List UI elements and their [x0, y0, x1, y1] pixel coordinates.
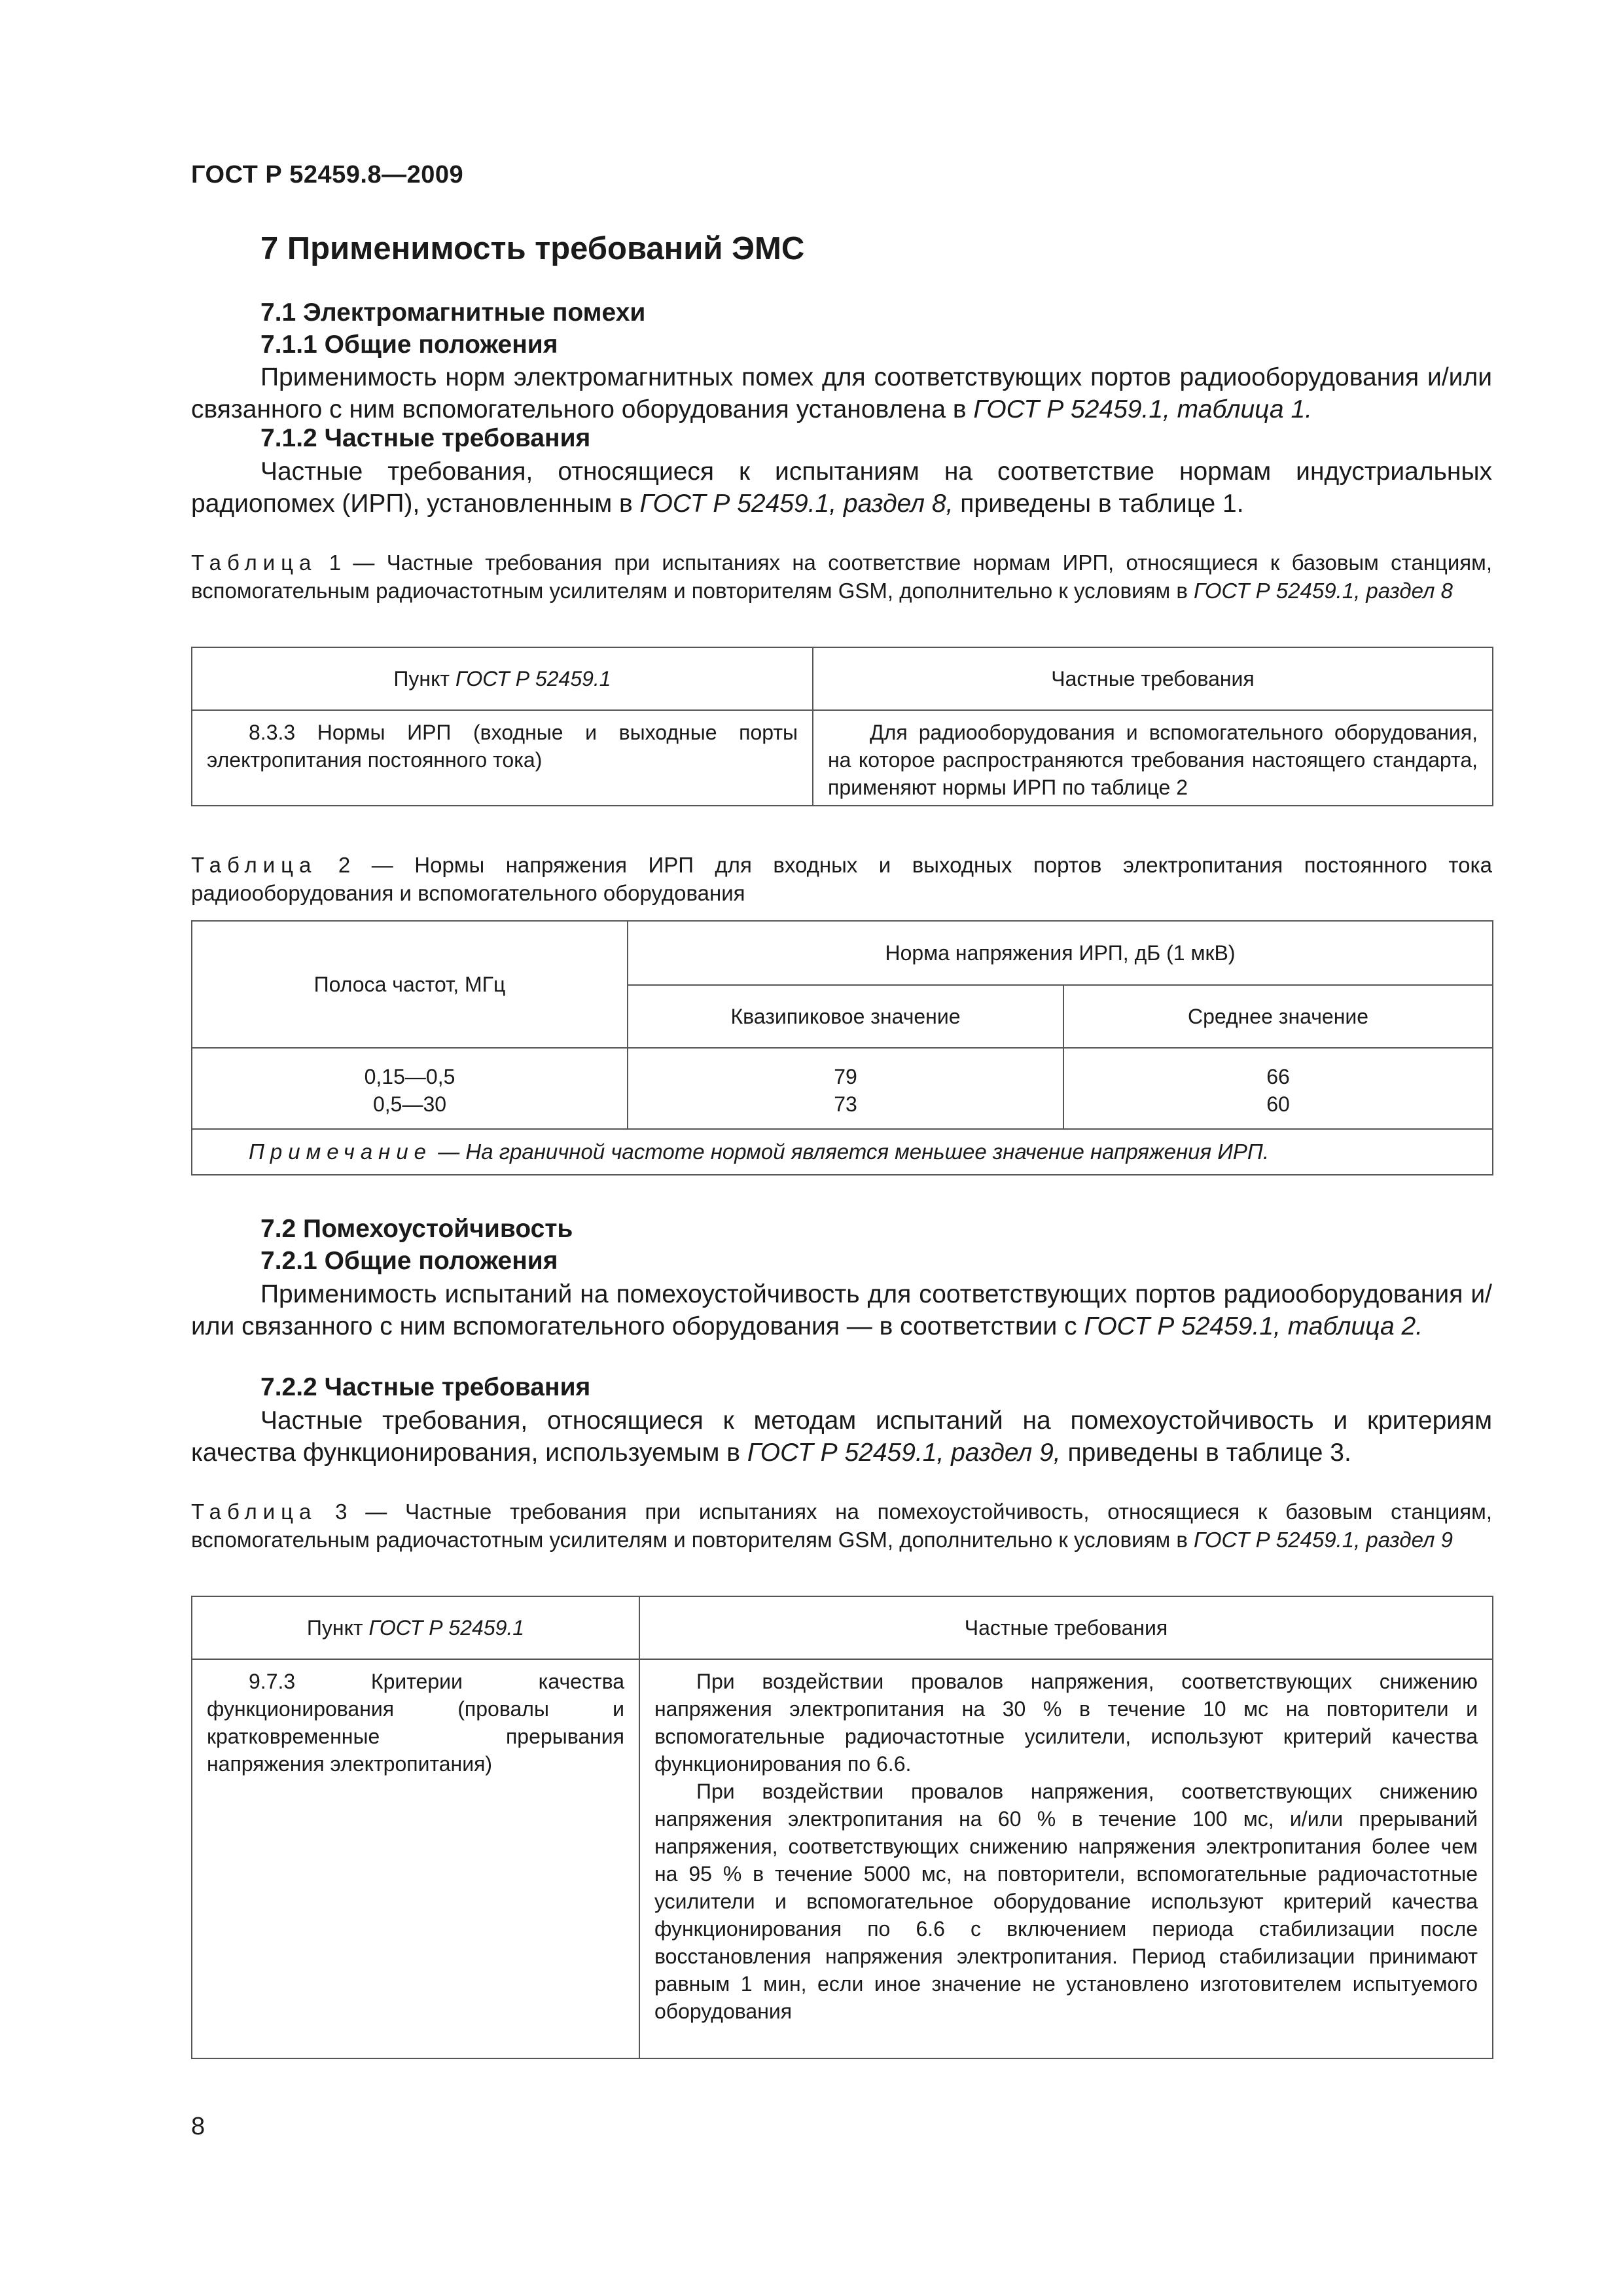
table2-cell-bands [192, 1048, 628, 1129]
table1-header-clause: Пункт ГОСТ Р 52459.1 [192, 647, 813, 710]
table2-header-average: Среднее значение [1063, 985, 1493, 1048]
table2-avg-value: 66 [1266, 1065, 1290, 1088]
table2-cell-average [1063, 1048, 1493, 1129]
table2-qp-value: 79 [834, 1065, 857, 1088]
table2-band: 0,15—0,5 [364, 1065, 455, 1088]
table3-caption: Таблица 3 — Частные требования при испытаниях на помехоустойчивость, относящиеся к базовым станциям, вспомогательным радиочастотным усилителям и повторителям GSM, дополнительно к условиям в ГОСТ Р 52459.1, раздел 9 [191, 1499, 1492, 1552]
clause-7-1-1-title: 7.1.1 Общие положения [260, 331, 558, 359]
clause-7-2-2-text: Частные требования, относящиеся к методам испытаний на помехоустойчивость и критериям качества функционирования, используемым в ГОСТ Р 52459.1, раздел 9, приведены в таблице 3. [191, 1407, 1492, 1467]
table3-header-clause: Пункт ГОСТ Р 52459.1 [192, 1596, 639, 1659]
table2-cell-quasi-peak [628, 1048, 1063, 1129]
clause-7-2-1-title: 7.2.1 Общие положения [260, 1247, 558, 1275]
table2-header-quasi-peak: Квазипиковое значение [628, 985, 1063, 1048]
table1-caption: Таблица 1 — Частные требования при испытаниях на соответствие нормам ИРП, относящиеся к базовым станциям, вспомогательным радиочастотным усилителям и повторителям GSM, дополнительно к условиям в ГОСТ Р 52459.1, раздел 8 [191, 550, 1492, 603]
table-1 [191, 647, 1493, 806]
reference: ГОСТ Р 52459.1, таблица 1. [973, 395, 1312, 423]
table2-avg-value: 60 [1266, 1092, 1290, 1116]
clause-7-1-1-text: Применимость норм электромагнитных помех для соответствующих портов радиооборудования и/или связанного с ним вспомогательного оборудования установлена в ГОСТ Р 52459.1, таблица 1. [191, 363, 1492, 423]
table2-band: 0,5—30 [372, 1092, 447, 1116]
clause-7-2-1-text: Применимость испытаний на помехоустойчивость для соответствующих портов радиооборудования и/или связанного с ним вспомогательного оборудования — в соответствии с ГОСТ Р 52459.1, таблица 2. [191, 1280, 1492, 1340]
section-title: 7 Применимость требований ЭМС [260, 231, 805, 266]
document-id: ГОСТ Р 52459.8—2009 [191, 161, 464, 188]
clause-7-2-2-title: 7.2.2 Частные требования [260, 1373, 591, 1401]
page-number: 8 [191, 2113, 205, 2140]
clause-7-1-2-text: Частные требования, относящиеся к испытаниям на соответствие нормам индустриальных радиопомех (ИРП), установленным в ГОСТ Р 52459.1, раздел 8, приведены в таблице 1. [191, 457, 1492, 518]
clause-7-1-2-title: 7.1.2 Частные требования [260, 424, 591, 452]
subsection-7-1-title: 7.1 Электромагнитные помехи [260, 298, 646, 327]
table3-cell-clause: 9.7.3 Критерии качества функционирования (провалы и кратковременные прерывания напряжения электропитания) [192, 1659, 639, 2058]
table1-header-requirements: Частные требования [813, 647, 1493, 710]
table2-note: Примечание — На граничной частоте нормой является меньшее значение напряжения ИРП. [192, 1129, 1493, 1175]
table1-cell-requirement: Для радиооборудования и вспомогательного оборудования, на которое распространяются требования настоящего стандарта, применяют нормы ИРП по таблице 2 [813, 710, 1493, 806]
table2-qp-value: 73 [834, 1092, 857, 1116]
table2-header-norm: Норма напряжения ИРП, дБ (1 мкВ) [628, 921, 1493, 985]
reference: ГОСТ Р 52459.1, раздел 9, [747, 1439, 1061, 1467]
table3-requirement-paragraph: При воздействии провалов напряжения, соответствующих снижению напряжения электропитания на 30 % в течение 10 мс на повторители и вспомогательные радиочастотные усилители, используют критерий качества функционирования по 6.6. [654, 1670, 1478, 1776]
reference: ГОСТ Р 52459.1, раздел 8, [639, 490, 954, 518]
table3-requirement-paragraph: При воздействии провалов напряжения, соответствующих снижению напряжения электропитания на 60 % в течение 100 мс, и/или прерываний напряжения, соответствующих снижению напряжения электропитания более чем на 95 % в течение 5000 мс, на повторители, вспомогательные радиочастотные усилители и вспомогательное оборудование используют критерий качества функционирования по 6.6 с включением периода стабилизации после восстановления напряжения электропитания. Период стабилизации принимают равным 1 мин, если иное значение не установлено изготовителем испытуемого оборудования [654, 1780, 1478, 2023]
table-3 [191, 1596, 1493, 2059]
subsection-7-2-title: 7.2 Помехоустойчивость [260, 1215, 573, 1243]
table3-header-requirements: Частные требования [639, 1596, 1493, 1659]
reference: ГОСТ Р 52459.1, таблица 2. [1084, 1312, 1423, 1340]
table3-cell-requirement [639, 1659, 1493, 2058]
table2-header-band: Полоса частот, МГц [192, 921, 628, 1048]
table-2 [191, 920, 1493, 1175]
table1-cell-clause: 8.3.3 Нормы ИРП (входные и выходные порты электропитания постоянного тока) [192, 710, 813, 806]
table2-caption: Таблица 2 — Нормы напряжения ИРП для входных и выходных портов электропитания постоянного тока радиооборудования и вспомогательного оборудования [191, 853, 1492, 905]
